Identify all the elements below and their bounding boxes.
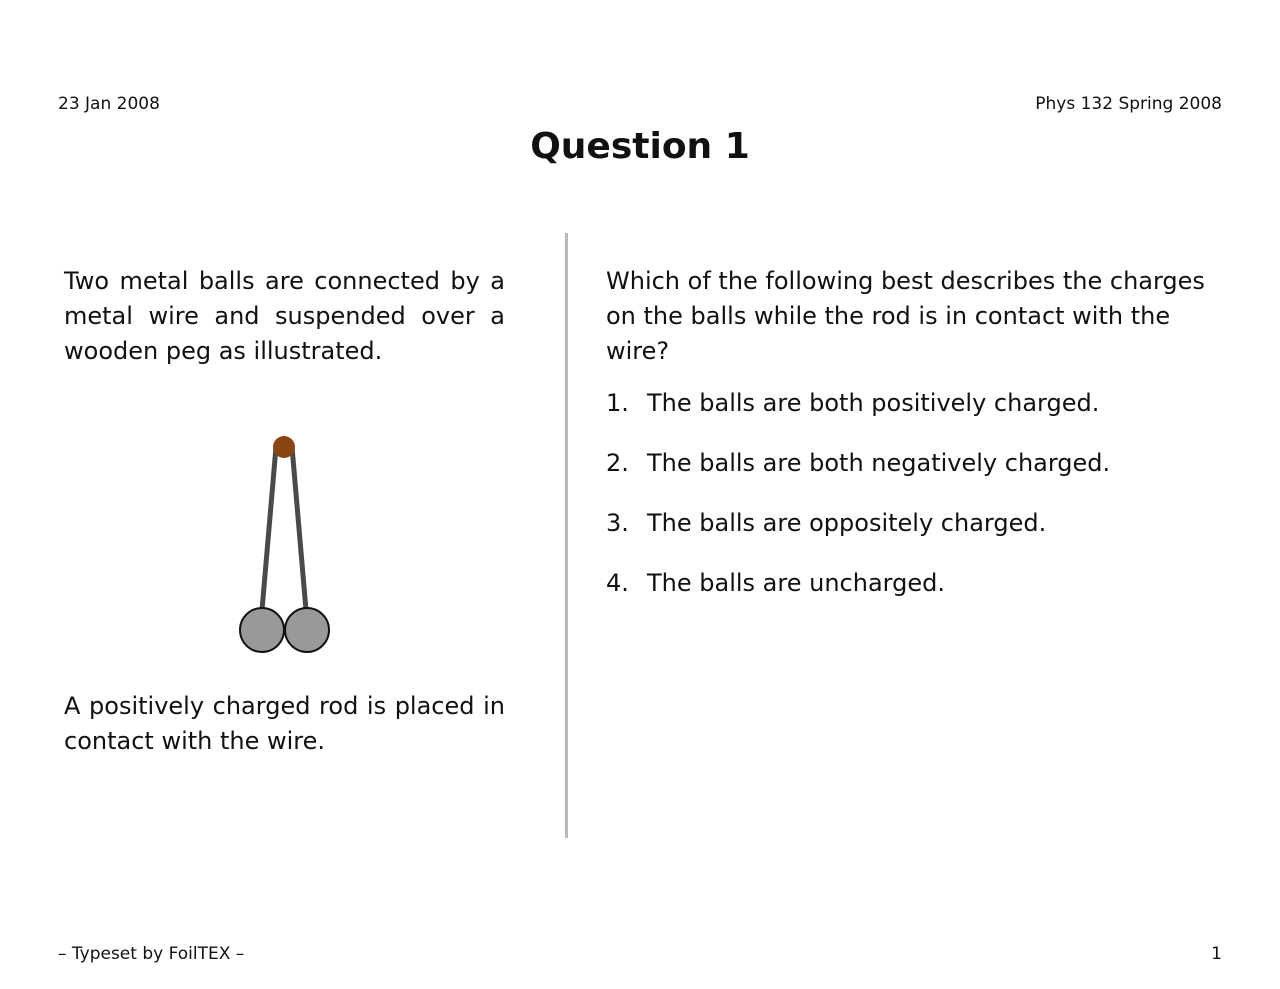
- page-number: 1: [1211, 944, 1222, 964]
- pendulum-figure: [230, 430, 340, 660]
- option-number: 1.: [606, 389, 629, 417]
- left-ball: [240, 608, 284, 652]
- option-2: [606, 446, 1218, 506]
- option-4: [606, 566, 1218, 626]
- option-text: The balls are both negatively charged.: [647, 449, 1111, 477]
- left-wire: [262, 447, 276, 610]
- question-block: [606, 264, 1218, 369]
- header-date: 23 Jan 2008: [58, 94, 160, 114]
- option-3: [606, 506, 1218, 566]
- option-text: The balls are oppositely charged.: [647, 509, 1047, 537]
- page-title: Question 1: [530, 126, 750, 167]
- option-1: [606, 386, 1218, 446]
- column-divider: [565, 233, 568, 838]
- option-text: The balls are both positively charged.: [647, 389, 1100, 417]
- wooden-peg: [273, 436, 295, 458]
- option-number: 4.: [606, 569, 629, 597]
- intro-paragraph: Two metal balls are connected by a metal wire and suspended over a wooden peg as illustrated.: [64, 267, 505, 365]
- right-wire: [292, 447, 306, 610]
- question-text: Which of the following best describes the charges on the balls while the rod is in contact with the wire?: [606, 267, 1205, 365]
- header-course: Phys 132 Spring 2008: [1035, 94, 1222, 114]
- rod-paragraph: A positively charged rod is placed in contact with the wire.: [64, 692, 505, 755]
- footer-typeset: – Typeset by FoilTEX –: [58, 944, 245, 964]
- answer-options: [606, 386, 1218, 626]
- right-ball: [285, 608, 329, 652]
- option-number: 2.: [606, 449, 629, 477]
- option-number: 3.: [606, 509, 629, 537]
- option-text: The balls are uncharged.: [647, 569, 945, 597]
